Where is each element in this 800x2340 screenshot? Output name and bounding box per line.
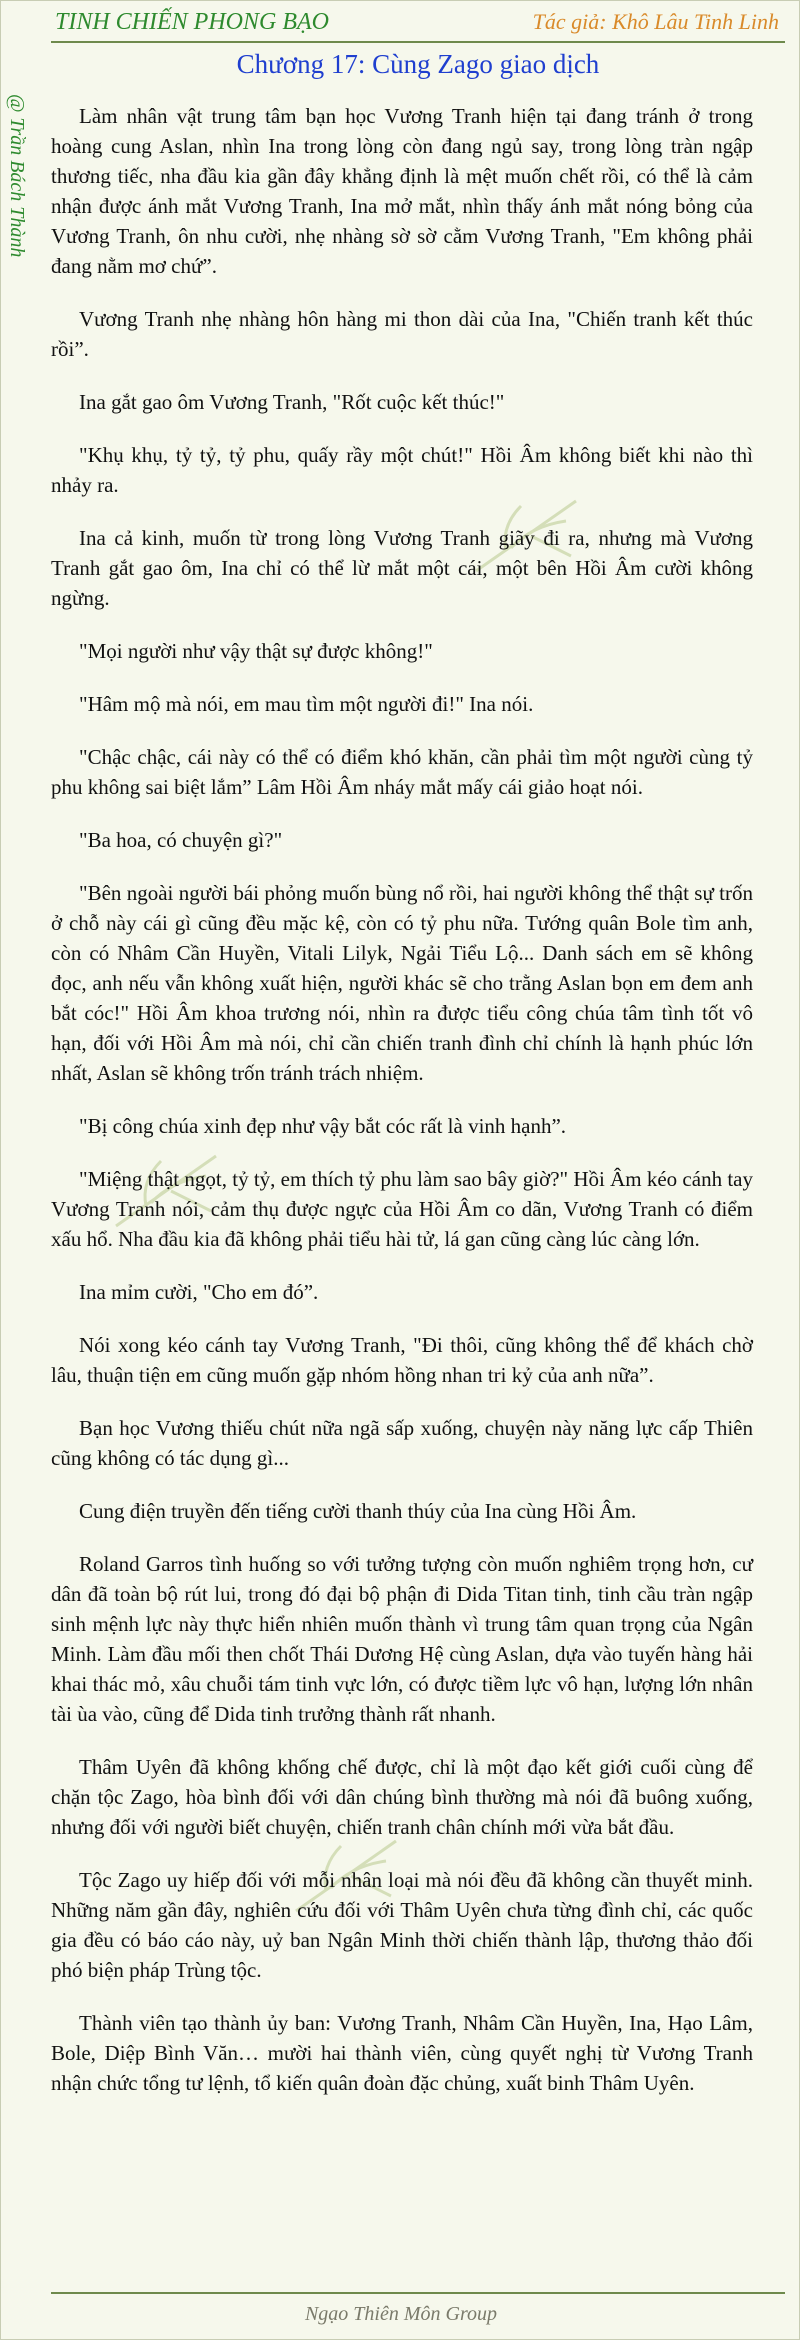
paragraph: Ina gắt gao ôm Vương Tranh, "Rốt cuộc kết thúc!" xyxy=(79,390,505,414)
paragraph: Thâm Uyên đã không khống chế được, chỉ là một đạo kết giới cuối cùng để chặn tộc Zago, hòa bình đối với dân chúng bình thường mà nói đã buông xuống, nhưng đối với người biết chuyện, chiến tranh chân chính mới vừa bắt đầu. xyxy=(51,1755,753,1839)
paragraph: Làm nhân vật trung tâm bạn học Vương Tranh hiện tại đang tránh ở trong hoàng cung Aslan, nhìn Ina trong lòng còn đang ngủ say, trong lòng tràn ngập thương tiếc, nha đầu kia gần đây khẳng định là mệt muốn chết rồi, có thể là cảm nhận được ánh mắt Vương Tranh, Ina mở mắt, nhìn thấy ánh mắt nóng bỏng của Vương Tranh, ôn nhu cười, nhẹ nhàng sờ sờ cằm Vương Tranh, "Em không phải đang nằm mơ chứ”. xyxy=(51,104,753,278)
paragraph: Tộc Zago uy hiếp đối với mỗi nhân loại mà nói đều đã không cần thuyết minh. Những năm gần đây, nghiên cứu đối với Thâm Uyên chưa từng đình chỉ, các quốc gia đều có báo cáo này, uỷ ban Ngân Minh thời chiến thành lập, thương thảo đối phó biện pháp Trùng tộc. xyxy=(51,1868,753,1982)
paragraph: Nói xong kéo cánh tay Vương Tranh, "Đi thôi, cũng không thể để khách chờ lâu, thuận tiện em cũng muốn gặp nhóm hồng nhan tri kỷ của anh nữa”. xyxy=(51,1333,753,1387)
paragraph: Cung điện truyền đến tiếng cười thanh thúy của Ina cùng Hồi Âm. xyxy=(79,1499,637,1523)
paragraph: "Ba hoa, có chuyện gì?" xyxy=(79,828,283,852)
paragraph: Roland Garros tình huống so với tưởng tượng còn muốn nghiêm trọng hơn, cư dân đã toàn bộ rút lui, trong đó đại bộ phận đi Dida Titan tinh, tinh cầu tràn ngập sinh mệnh lực này thực hiển nhiên muốn thành vì trung tâm quan trọng của Ngân Minh. Làm đầu mối then chốt Thái Dương Hệ cùng Aslan, dựa vào tuyến hàng hải khai thác mỏ, xâu chuỗi tám tinh vực lớn, có được tiềm lực vô hạn, lượng lớn nhân tài ùa vào, cũng để Dida tinh trưởng thành rất nhanh. xyxy=(51,1552,753,1726)
side-credit: @ Trần Bách Thành xyxy=(6,94,28,258)
paragraph: "Bên ngoài người bái phỏng muốn bùng nổ rồi, hai người không thể thật sự trốn ở chỗ này cái gì cũng đều mặc kệ, còn có tỷ phu nữa. Tướng quân Bole tìm anh, còn có Nhâm Cần Huyền, Vitali Lilyk, Ngải Tiểu Lộ... Danh sách em sẽ không đọc, anh nếu vẫn không xuất hiện, người khác sẽ cho trằng Aslan bọn em đem anh bắt cóc!" Hồi Âm khoa trương nói, nhìn ra được tiểu công chúa tâm tình tốt vô hạn, đối với Hồi Âm mà nói, chỉ cần chiến tranh đình chỉ chính là hạnh phúc lớn nhất, Aslan sẽ không trốn tránh trách nhiệm. xyxy=(51,881,753,1085)
paragraph: Ina mỉm cười, "Cho em đó”. xyxy=(79,1280,319,1304)
paragraph: "Chậc chậc, cái này có thể có điểm khó khăn, cần phải tìm một người cùng tỷ phu không sai biệt lắm” Lâm Hồi Âm nháy mắt mấy cái giảo hoạt nói. xyxy=(51,745,753,799)
paragraph: "Miệng thật ngọt, tỷ tỷ, em thích tỷ phu làm sao bây giờ?" Hồi Âm kéo cánh tay Vương Tranh nói, cảm thụ được ngực của Hồi Âm co dãn, Vương Tranh có điểm xấu hổ. Nha đầu kia đã không phải tiểu hài tử, lá gan cũng càng lúc càng lớn. xyxy=(51,1167,753,1251)
paragraph: "Bị công chúa xinh đẹp như vậy bắt cóc rất là vinh hạnh”. xyxy=(79,1114,567,1138)
paragraph: "Hâm mộ mà nói, em mau tìm một người đi!" Ina nói. xyxy=(79,692,534,716)
paragraph: Thành viên tạo thành ủy ban: Vương Tranh, Nhâm Cần Huyền, Ina, Hạo Lâm, Bole, Diệp Bình Văn… mười hai thành viên, cùng quyết nghị từ Vương Tranh nhận chức tổng tư lệnh, tổ kiến quân đoàn đặc chủng, xuất binh Thâm Uyên. xyxy=(51,2011,753,2095)
paragraph: "Khụ khụ, tỷ tỷ, tỷ phu, quấy rầy một chút!" Hồi Âm không biết khi nào thì nhảy ra. xyxy=(51,443,753,497)
paragraph: "Mọi người như vậy thật sự được không!" xyxy=(79,639,433,663)
header-rule xyxy=(51,41,785,43)
paragraph: Vương Tranh nhẹ nhàng hôn hàng mi thon dài của Ina, "Chiến tranh kết thúc rồi”. xyxy=(51,307,753,361)
chapter-body xyxy=(51,101,753,2121)
paragraph: Bạn học Vương thiếu chút nữa ngã sấp xuống, chuyện này năng lực cấp Thiên cũng không có tác dụng gì... xyxy=(51,1416,753,1470)
series-title: TINH CHIẾN PHONG BẠO xyxy=(55,9,329,35)
chapter-title: Chương 17: Cùng Zago giao dịch xyxy=(236,49,600,79)
page-header xyxy=(1,1,800,41)
paragraph: Ina cả kinh, muốn từ trong lòng Vương Tranh giãy đi ra, nhưng mà Vương Tranh gắt gao ôm, Ina chỉ có thể lừ mắt một cái, một bên Hồi Âm cười không ngừng. xyxy=(51,526,753,610)
footer-rule xyxy=(51,2292,785,2294)
page-footer: Ngạo Thiên Môn Group xyxy=(304,2303,498,2325)
author-credit: Tác giả: Khô Lâu Tinh Linh xyxy=(532,9,779,34)
